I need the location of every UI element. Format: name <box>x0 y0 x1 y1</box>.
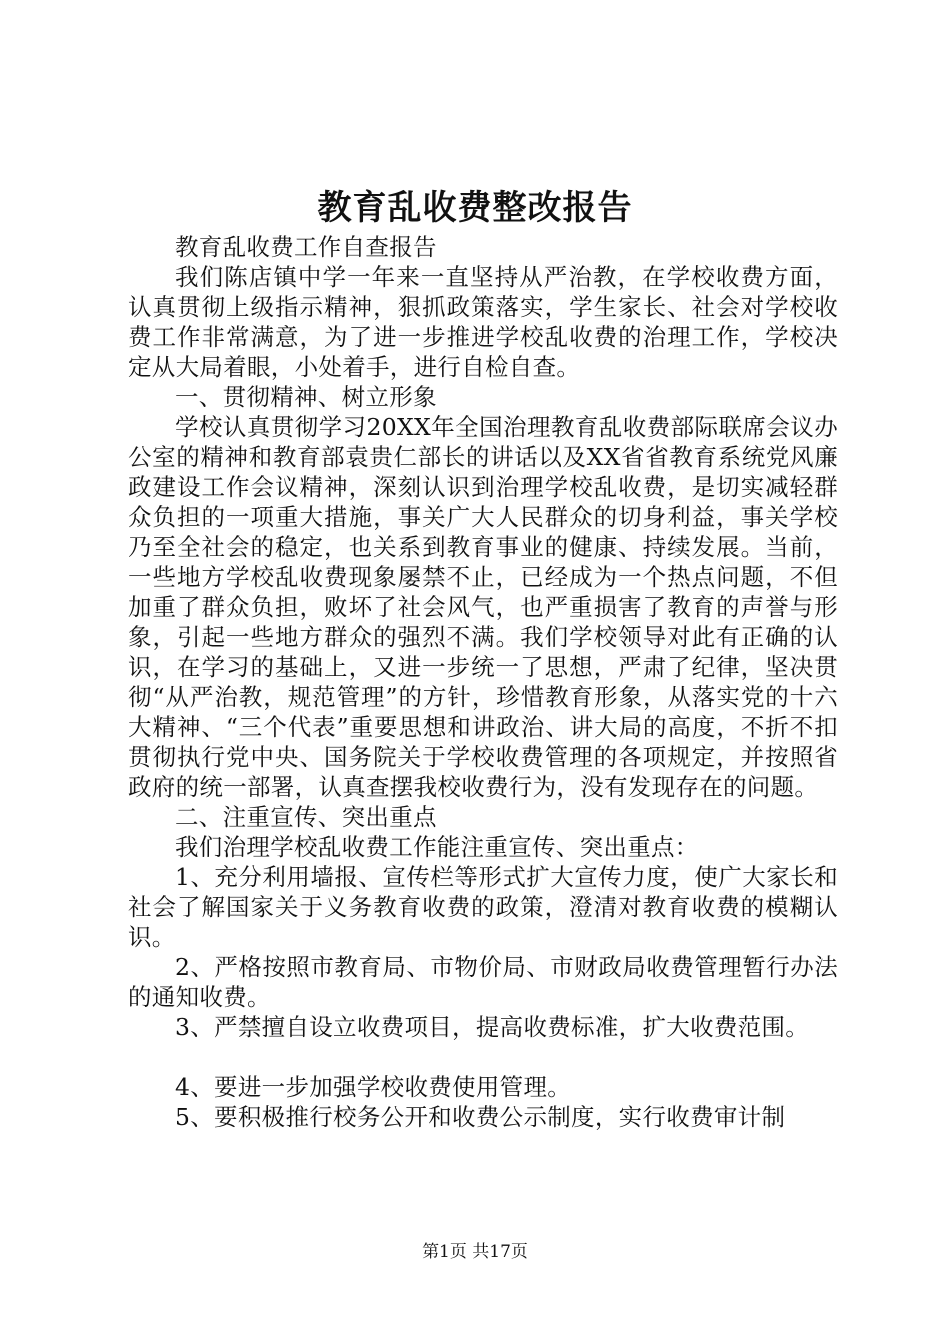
list-item-4: 4、要进一步加强学校收费使用管理。 <box>175 1073 572 1101</box>
list-item-5: 5、要积极推行校务公开和收费公示制度，实行收费审计制 <box>175 1103 786 1131</box>
paragraph-section-1: 学校认真贯彻学习20XX年全国治理教育乱收费部际联席会议办公室的精神和教育部袁贵仁部长的讲话以及XX省省教育系统党风廉政建设工作会议精神，深刻认识到治理学校乱收费，是切实减轻群众负担的一项重大措施，事关广大人民群众的切身利益，事关学校乃至全社会的稳定，也关系到教育事业的健康、持续发展。当前，一些地方学校乱收费现象屡禁不止，已经成为一个热点问题，不但加重了群众负担，败坏了社会风气，也严重损害了教育的声誉与形象，引起一些地方群众的强烈不满。我们学校领导对此有正确的认识，在学习的基础上，又进一步统一了思想，严肃了纪律，坚决贯彻“从严治教，规范管理”的方针，珍惜教育形象，从落实党的十六大精神、“三个代表”重要思想和讲政治、讲大局的高度，不折不扣贯彻执行党中央、国务院关于学校收费管理的各项规定，并按照省政府的统一部署，认真查摆我校收费行为，没有发现存在的问题。 <box>128 413 838 801</box>
paragraph-intro: 我们陈店镇中学一年来一直坚持从严治教，在学校收费方面，认真贯彻上级指示精神，狠抓政策落实，学生家长、社会对学校收费工作非常满意，为了进一步推进学校乱收费的治理工作，学校决定从大局着眼，小处着手，进行自检自查。 <box>128 263 838 381</box>
document-body <box>128 232 838 1132</box>
list-item-3: 3、严禁擅自设立收费项目，提高收费标准，扩大收费范围。 <box>175 1013 810 1041</box>
page-footer: 第1页 共17页 <box>422 1242 528 1262</box>
section-heading-1: 一、贯彻精神、树立形象 <box>175 383 437 411</box>
section-heading-2: 二、注重宣传、突出重点 <box>175 803 437 831</box>
list-item-2: 2、严格按照市教育局、市物价局、市财政局收费管理暂行办法的通知收费。 <box>128 953 838 1011</box>
list-item-1: 1、充分利用墙报、宣传栏等形式扩大宣传力度，使广大家长和社会了解国家关于义务教育收费的政策，澄清对教育收费的模糊认识。 <box>128 863 838 951</box>
paragraph-subtitle: 教育乱收费工作自查报告 <box>175 233 437 261</box>
document-title: 教育乱收费整改报告 <box>317 188 633 228</box>
paragraph-section-2-intro: 我们治理学校乱收费工作能注重宣传、突出重点： <box>175 833 699 861</box>
